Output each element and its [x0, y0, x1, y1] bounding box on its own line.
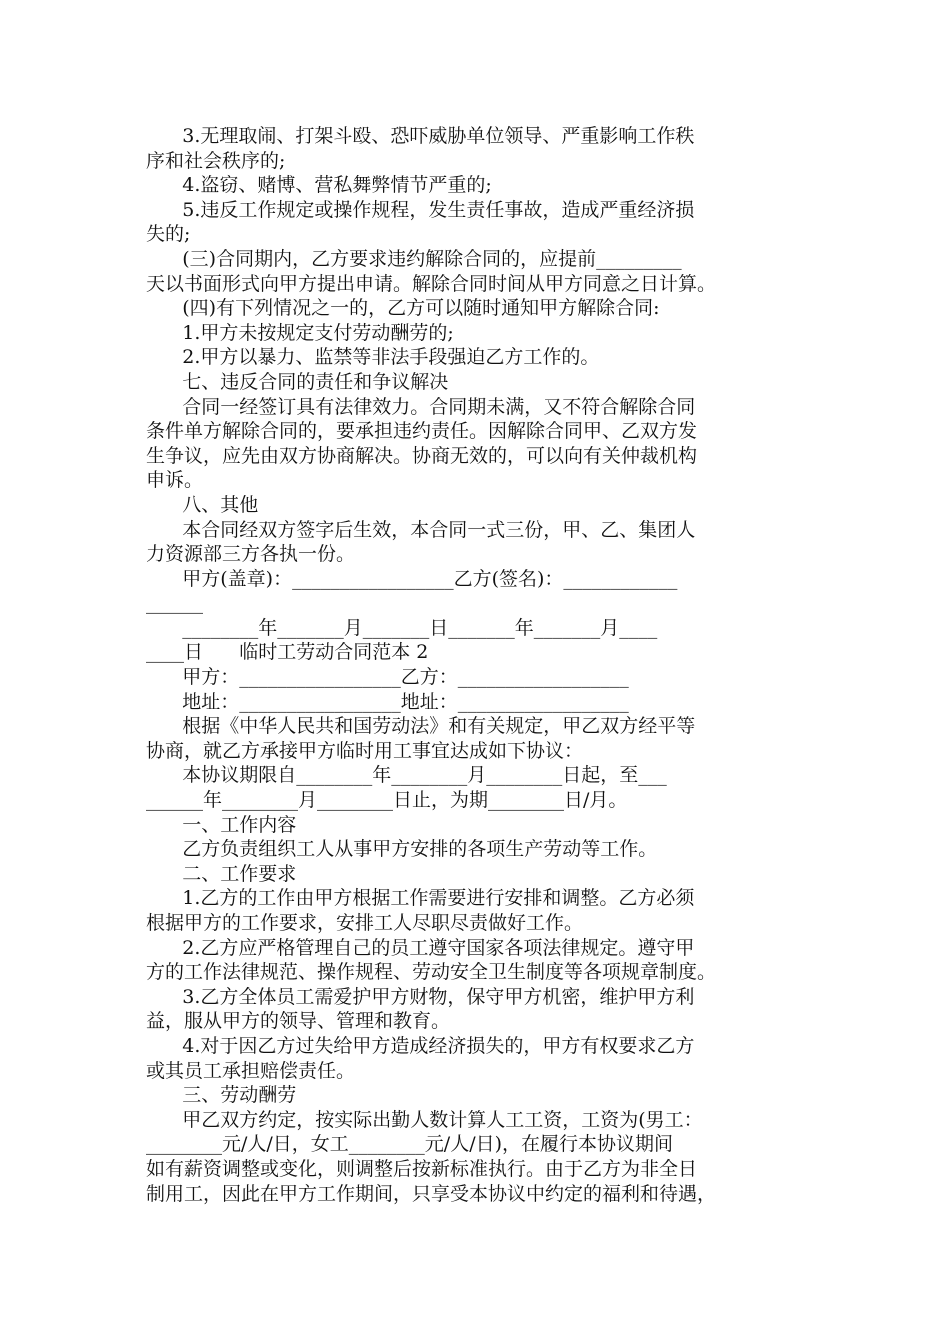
party-line: 甲方：_________________乙方：__________________ — [146, 666, 629, 689]
date-line: ____日 临时工劳动合同范本 2 — [146, 641, 429, 664]
text-line: 本合同经双方签字后生效，本合同一式三份，甲、乙、集团人 — [146, 518, 696, 541]
text-line: 益，服从甲方的领导、管理和教育。 — [146, 1010, 451, 1033]
text-line: 力资源部三方各执一份。 — [146, 543, 356, 566]
date-line: ________年_______月_______日_______年_______月____ — [146, 616, 658, 639]
text-line: ________元/人/日，女工________元/人/日)，在履行本协议期间 — [146, 1133, 674, 1156]
address-line: 地址：_________________地址：__________________ — [146, 690, 629, 713]
text-line: 1.甲方未按规定支付劳动酬劳的; — [146, 321, 454, 344]
text-line: (四)有下列情况之一的，乙方可以随时通知甲方解除合同: — [146, 297, 660, 320]
text-line: 或其员工承担赔偿责任。 — [146, 1059, 356, 1082]
text-line: 1.乙方的工作由甲方根据工作需要进行安排和调整。乙方必须 — [146, 887, 695, 910]
text-line: 乙方负责组织工人从事甲方安排的各项生产劳动等工作。 — [146, 838, 658, 861]
text-line: 5.违反工作规定或操作规程，发生责任事故，造成严重经济损 — [146, 198, 695, 221]
text-line: 2.甲方以暴力、监禁等非法手段强迫乙方工作的。 — [146, 346, 600, 369]
text-line: 甲乙双方约定，按实际出勤人数计算人工工资，工资为(男工： — [146, 1108, 703, 1131]
signature-line: ______ — [146, 592, 203, 615]
text-line: 失的; — [146, 223, 191, 246]
text-line: 3.乙方全体员工需爱护甲方财物，保守甲方机密，维护甲方利 — [146, 985, 695, 1008]
text-line: ______年________月________日止，为期________日/月。 — [146, 789, 628, 812]
text-line: 如有薪资调整或变化，则调整后按新标准执行。由于乙方为非全日 — [146, 1157, 698, 1180]
text-line: 根据甲方的工作要求，安排工人尽职尽责做好工作。 — [146, 912, 584, 934]
section-heading: 二、工作要求 — [146, 862, 297, 885]
contract-body — [146, 124, 811, 1206]
text-line: 协商，就乙方承接甲方临时用工事宜达成如下协议： — [146, 739, 584, 762]
text-line: 制用工，因此在甲方工作期间，只享受本协议中约定的福利和待遇， — [146, 1182, 717, 1205]
section-heading: 八、其他 — [146, 493, 259, 516]
text-line: 3.无理取闹、打架斗殴、恐吓威胁单位领导、严重影响工作秩 — [146, 125, 695, 147]
section-heading: 三、劳动酬劳 — [146, 1084, 297, 1107]
signature-line: 甲方(盖章)：_________________乙方(签名)：____________ — [146, 567, 678, 590]
text-line: 天以书面形式向甲方提出申请。解除合同时间从甲方同意之日计算。 — [146, 272, 717, 295]
text-line: 4.盗窃、赌博、营私舞弊情节严重的; — [146, 174, 492, 197]
text-line: 方的工作法律规范、操作规程、劳动安全卫生制度等各项规章制度。 — [146, 961, 717, 984]
text-line: 本协议期限自________年________月________日起，至___ — [146, 764, 667, 787]
text-line: 合同一经签订具有法律效力。合同期未满，又不符合解除合同 — [146, 395, 696, 418]
text-line: 根据《中华人民共和国劳动法》和有关规定，甲乙双方经平等 — [146, 715, 696, 738]
text-line: 序和社会秩序的; — [146, 149, 286, 172]
text-line: (三)合同期内，乙方要求违约解除合同的，应提前_________ — [146, 247, 682, 270]
text-line: 2.乙方应严格管理自己的员工遵守国家各项法律规定。遵守甲 — [146, 936, 695, 959]
text-line: 4.对于因乙方过失给甲方造成经济损失的，甲方有权要求乙方 — [146, 1034, 695, 1057]
text-line: 生争议，应先由双方协商解决。协商无效的，可以向有关仲裁机构 — [146, 444, 698, 467]
text-line: 条件单方解除合同的，要承担违约责任。因解除合同甲、乙双方发 — [146, 420, 698, 443]
section-heading: 七、违反合同的责任和争议解决 — [146, 370, 449, 393]
section-heading: 一、工作内容 — [146, 813, 297, 836]
text-line: 申诉。 — [146, 469, 204, 492]
